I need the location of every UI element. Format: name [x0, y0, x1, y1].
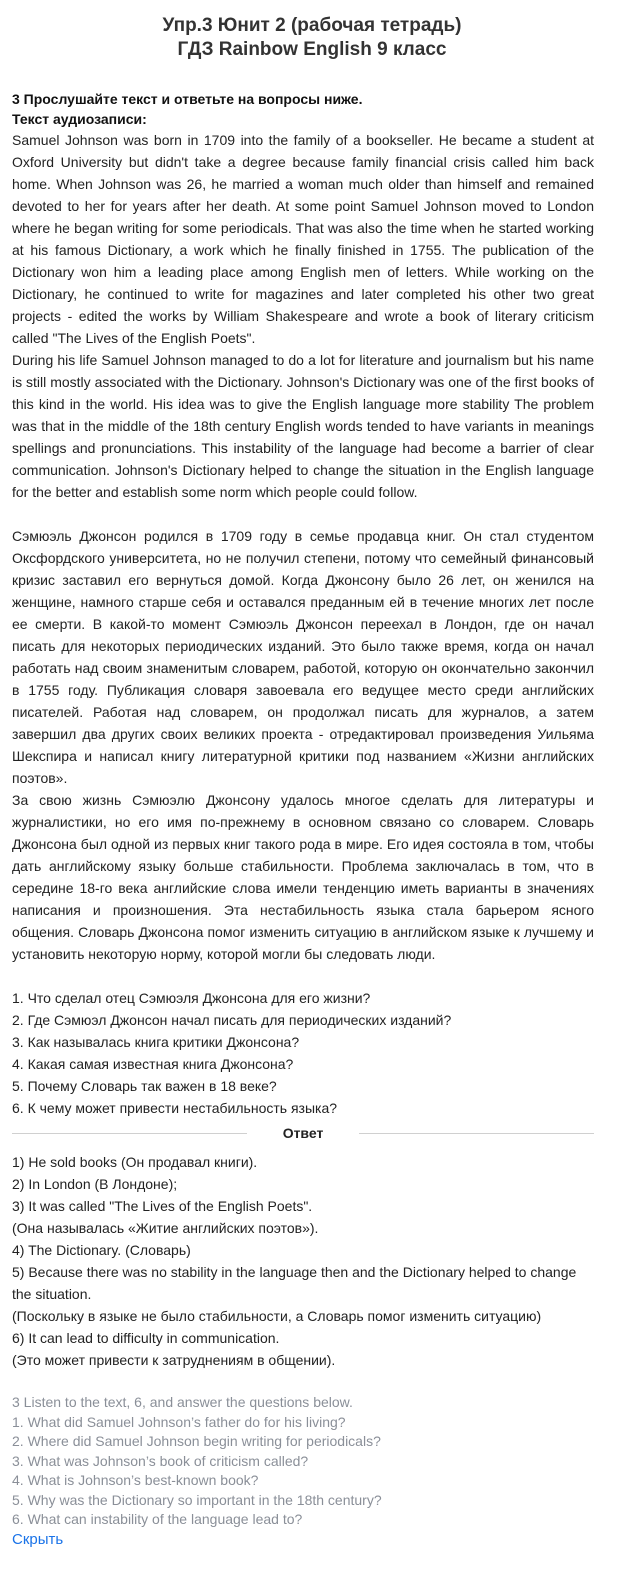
answer-line: 6) It can lead to difficulty in communication.: [12, 1330, 280, 1346]
questions-ru: [12, 987, 594, 1119]
english-task-line: 3. What was Johnson’s book of criticism called?: [12, 1452, 309, 1469]
title-line-1: Упр.3 Юнит 2 (рабочая тетрадь): [162, 15, 462, 36]
hide-link[interactable]: Скрыть: [12, 1530, 64, 1548]
question-item: 2. Где Сэмюэл Джонсон начал писать для периодических изданий?: [12, 1012, 452, 1028]
answer-line: 1) He sold books (Он продавал книги).: [12, 1154, 258, 1170]
answer-line: (Это может привести к затруднениям в общении).: [12, 1352, 336, 1368]
question-item: 3. Как называлась книга критики Джонсона?: [12, 1034, 300, 1050]
answer-heading: Ответ: [282, 1125, 324, 1141]
text-en-paragraph-1: Samuel Johnson was born in 1709 into the family of a bookseller. He became a student at Oxford University but didn't take a degree because family financial crisis called him back home. When Johnson was 26, he married a woman much older than himself and remained devoted to her for years after her death. At some point Samuel Johnson moved to London where he began writing for some periodicals. That was also the time when he started working at his famous Dictionary, a work which he finally finished in 1755. The publication of the Dictionary won him a leading place among English men of letters. While working on the Dictionary, he continued to write for magazines and later completed his other two great projects - edited the works by William Shakespeare and wrote a book of literary criticism called "The Lives of the English Poets".: [12, 132, 594, 346]
english-task-line: 3 Listen to the text, 6, and answer the questions below.: [12, 1394, 353, 1410]
answer-line: 3) It was called "The Lives of the English Poets".: [12, 1198, 313, 1214]
answer-line: 4) The Dictionary. (Словарь): [12, 1242, 191, 1258]
answer-line: 5) Because there was no stability in the language then and the Dictionary helped to change the situation.: [12, 1264, 577, 1302]
answer-divider: [12, 1125, 594, 1141]
answers: [12, 1151, 594, 1371]
task-instruction: 3 Прослушайте текст и ответьте на вопросы ниже.: [12, 91, 363, 107]
text-ru-paragraph-2: За свою жизнь Сэмюэлю Джонсону удалось многое сделать для литературы и журналистики, но его имя по-прежнему в основном связано со словарем. Словарь Джонсона был одной из первых книг такого рода в мире. Его идея состояла в том, чтобы дать английскому языку больше стабильности. Проблема заключалась в том, что в середине 18-го века английские слова имели тенденцию иметь варианты в значениях написания и произношения. Эта нестабильность языка стала барьером ясного общения. Словарь Джонсона помог изменить ситуацию в английском языке к лучшему и установить некоторую норму, которой могли бы следовать люди.: [12, 792, 594, 962]
answer-line: 2) In London (В Лондоне);: [12, 1176, 178, 1192]
audio-label: Текст аудиозаписи:: [12, 111, 147, 127]
english-task-line: 6. What can instability of the language lead to?: [12, 1511, 303, 1527]
question-item: 6. К чему может привести нестабильность языка?: [12, 1100, 338, 1116]
english-task-line: 2. Where did Samuel Johnson begin writing for periodicals?: [12, 1433, 381, 1449]
answer-line: (Она называлась «Житие английских поэтов»).: [12, 1220, 319, 1236]
title-line-2: ГДЗ Rainbow English 9 класс: [177, 39, 447, 60]
english-task-line: 5. Why was the Dictionary so important in the 18th century?: [12, 1491, 382, 1508]
question-item: 5. Почему Словарь так важен в 18 веке?: [12, 1078, 277, 1094]
english-task-line: 1. What did Samuel Johnson’s father do for his living?: [12, 1413, 346, 1430]
divider-line-left: [12, 1133, 247, 1134]
divider-line-right: [359, 1133, 594, 1134]
english-task: [12, 1393, 594, 1530]
answer-line: (Поскольку в языке не было стабильности, а Словарь помог изменить ситуацию): [12, 1308, 542, 1324]
question-item: 1. Что сделал отец Сэмюэля Джонсона для его жизни?: [12, 990, 371, 1006]
page-title: [12, 14, 594, 62]
text-en-paragraph-2: During his life Samuel Johnson managed to do a lot for literature and journalism but his name is still mostly associated with the Dictionary. Johnson's Dictionary was one of the first books of this kind in the world. His idea was to give the English language more stability The problem was that in the middle of the 18th century English words tended to have variants in meanings spellings and pronunciations. This instability of the language had become a barrier of clear communication. Johnson's Dictionary helped to change the situation in the English language for the better and establish some norm which people could follow.: [12, 352, 594, 500]
english-task-line: 4. What is Johnson’s best-known book?: [12, 1472, 259, 1488]
text-ru-paragraph-1: Сэмюэль Джонсон родился в 1709 году в семье продавца книг. Он стал студентом Оксфордского университета, но не получил степени, потому что семейный финансовый кризис заставил его вернуться домой. Когда Джонсону было 26 лет, он женился на женщине, намного старше себя и оставался преданным ей в течение многих лет после ее смерти. В какой-то момент Сэмюэль Джонсон переехал в Лондон, где он начал писать для некоторых периодических изданий. Это было также время, когда он начал работать над своим знаменитым словарем, работой, которую он окончательно закончил в 1755 году. Публикация словаря завоевала его ведущее место среди английских писателей. Работая над словарем, он продолжал писать для журналов, а затем завершил два других своих великих проекта - отредактировал произведения Уильяма Шекспира и написал книгу литературной критики под названием «Жизни английских поэтов».: [12, 528, 594, 786]
question-item: 4. Какая самая известная книга Джонсона?: [12, 1056, 294, 1072]
